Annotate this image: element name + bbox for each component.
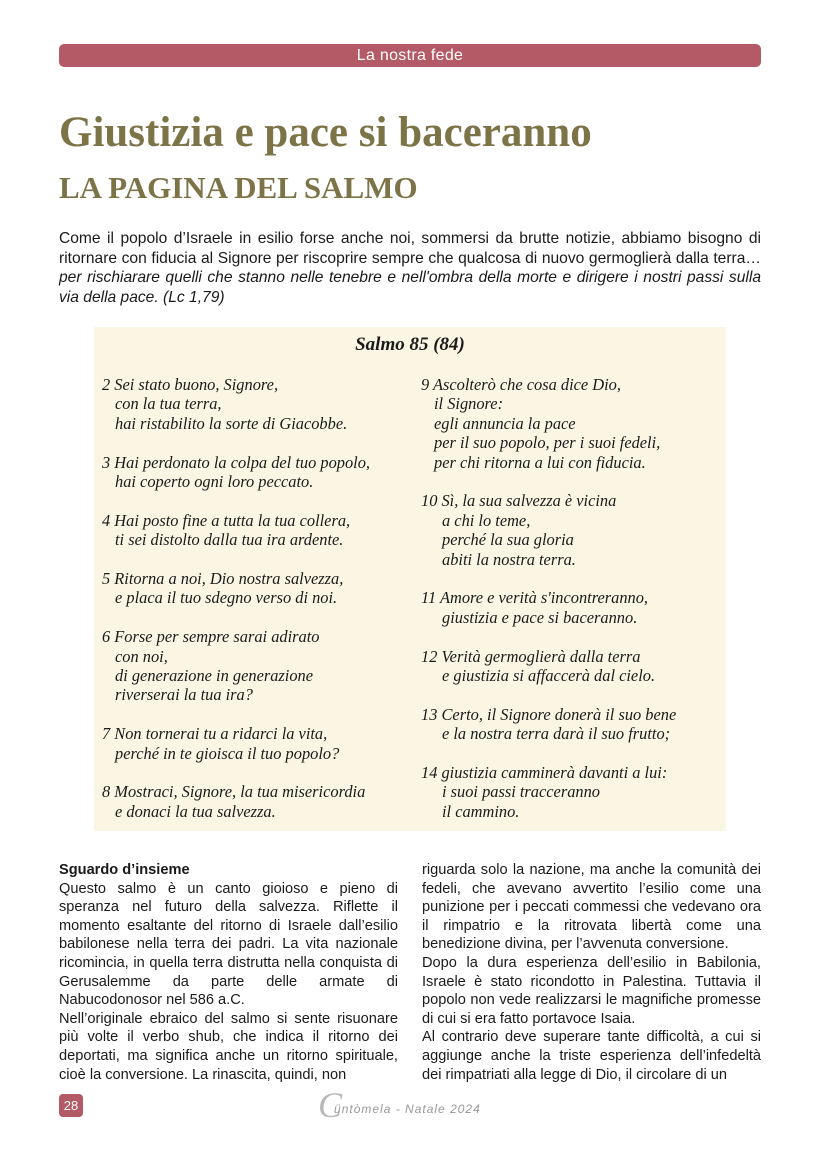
psalm-verse-line: riverserai la tua ira? [115,685,253,705]
psalm-verse-line: giustizia e pace si baceranno. [442,607,638,627]
psalm-column-left [102,375,412,841]
psalm-verse-line: e la nostra terra darà il suo frutto; [442,724,671,744]
page-subtitle: LA PAGINA DEL SALMO [59,170,418,205]
psalm-stanza [102,511,412,550]
psalm-verse-line: di generazione in generazione [115,666,314,686]
psalm-verse-line: hai coperto ogni loro peccato. [115,472,314,492]
intro-quote: per rischiarare quelli che stanno nelle tenebre e nell'ombra della morte e dirigere i nostri passi sulla via della pace. (Lc 1,79) [59,269,761,306]
psalm-verse-line: 7 Non tornerai tu a ridarci la vita, [102,724,328,744]
psalm-verse-line: ti sei distolto dalla tua ira ardente. [115,530,344,550]
psalm-verse-line: 14 giustizia camminerà davanti a lui: [421,763,668,783]
psalm-stanza [102,453,412,492]
psalm-stanza [102,782,412,821]
article-paragraph: riguarda solo la nazione, ma anche la comunità dei fedeli, che avevano avvertito l’esilio come una punizione per i peccati commessi che vedevano ora il rimpatrio e la ritrovata libertà come una benedizione divina, per l’avvenuta conversione. [422,862,761,953]
psalm-verse-line: 3 Hai perdonato la colpa del tuo popolo, [102,452,370,472]
psalm-stanza [102,375,412,433]
psalm-verse-line: con noi, [115,646,168,666]
psalm-stanza [421,647,721,686]
psalm-verse-line: 10 Sì, la sua salvezza è vicina [421,491,617,511]
psalm-verse-line: il cammino. [442,801,520,821]
psalm-verse-line: e donaci la tua salvezza. [115,801,276,821]
magazine-logo-initial: C [318,1085,343,1125]
psalm-title: Salmo 85 (84) [355,334,465,355]
psalm-stanza [102,569,412,608]
psalm-verse-line: con la tua terra, [115,394,222,414]
article-column-right [422,861,761,1084]
psalm-verse-line: perché la sua gloria [442,530,574,550]
intro-text: Come il popolo d’Israele in esilio forse anche noi, sommersi da brutte notizie, abbiamo bisogno di ritornare con fiducia al Signore per riscoprire sempre che qualcosa di nuovo germoglierà dalla terra… [59,230,761,267]
article-paragraph: Questo salmo è un canto gioioso e pieno di speranza nel futuro della salvezza. Riflette il momento esaltante del ritorno di Israele dall’esilio babilonese nella terra dei padri. La vita nazionale ricomincia, in quella terra distrutta nella conquista di Gerusalemme da parte delle armate di Nabucodonosor nel 586 a.C. [59,880,398,1009]
intro-paragraph [59,229,761,307]
psalm-column-right [421,375,721,841]
psalm-stanza [421,763,721,821]
psalm-stanza [421,491,721,569]
psalm-verse-line: 9 Ascolterò che cosa dice Dio, [421,375,621,394]
page-title: Giustizia e pace si baceranno [59,109,592,156]
psalm-stanza [421,375,721,472]
psalm-verse-line: il Signore: [434,394,504,414]
psalm-verse-line: 6 Forse per sempre sarai adirato [102,627,320,647]
psalm-stanza [421,705,721,744]
psalm-verse-line: egli annuncia la pace [434,413,576,433]
article-paragraph: Dopo la dura esperienza dell’esilio in Babilonia, Israele è stato ricondotto in Palestina. Tuttavia il popolo non vede realizzarsi le magnifiche promesse di cui si era fatto portavoce Isaia. [422,954,761,1027]
article-paragraph: Nell’originale ebraico del salmo si sente risuonare più volte il verbo shub, che indica il ritorno dei deportati, ma significa anche un ritorno spirituale, cioè la conversione. La rinascita, quindi, non [59,1010,398,1083]
article-paragraph: Al contrario deve superare tante difficoltà, a cui si aggiunge anche la triste esperienza dell’infedeltà dei rimpatriati alla legge di Dio, il circolare di un [422,1029,761,1083]
psalm-verse-line: a chi lo teme, [442,510,531,530]
psalm-verse-line: abiti la nostra terra. [442,549,576,569]
psalm-verse-line: hai ristabilito la sorte di Giacobbe. [115,413,348,433]
psalm-box [94,327,726,831]
psalm-stanza [102,627,412,705]
magazine-footer [318,1085,489,1125]
psalm-verse-line: e placa il tuo sdegno verso di noi. [115,588,338,608]
psalm-verse-line: 2 Sei stato buono, Signore, [102,375,279,394]
psalm-verse-line: perché in te gioisca il tuo popolo? [115,743,340,763]
section-heading: Sguardo d’insieme [59,862,190,878]
psalm-verse-line: 4 Hai posto fine a tutta la tua collera, [102,510,351,530]
page-number: 28 [59,1094,83,1117]
psalm-verse-line: per chi ritorna a lui con fiducia. [434,452,646,472]
magazine-issue: üntòmela - Natale 2024 [334,1102,481,1116]
psalm-verse-line: e giustizia si affaccerà dal cielo. [442,666,656,686]
psalm-verse-line: 13 Certo, il Signore donerà il suo bene [421,704,677,724]
psalm-stanza [102,724,412,763]
psalm-stanza [421,588,721,627]
article-column-left [59,861,398,1084]
section-banner: La nostra fede [59,44,761,67]
psalm-verse-line: i suoi passi tracceranno [442,782,600,802]
psalm-verse-line: 5 Ritorna a noi, Dio nostra salvezza, [102,569,344,589]
psalm-verse-line: 11 Amore e verità s'incontreranno, [421,588,649,608]
psalm-verse-line: per il suo popolo, per i suoi fedeli, [434,433,661,453]
psalm-verse-line: 8 Mostraci, Signore, la tua misericordia [102,782,366,802]
psalm-verse-line: 12 Verità germoglierà dalla terra [421,646,641,666]
